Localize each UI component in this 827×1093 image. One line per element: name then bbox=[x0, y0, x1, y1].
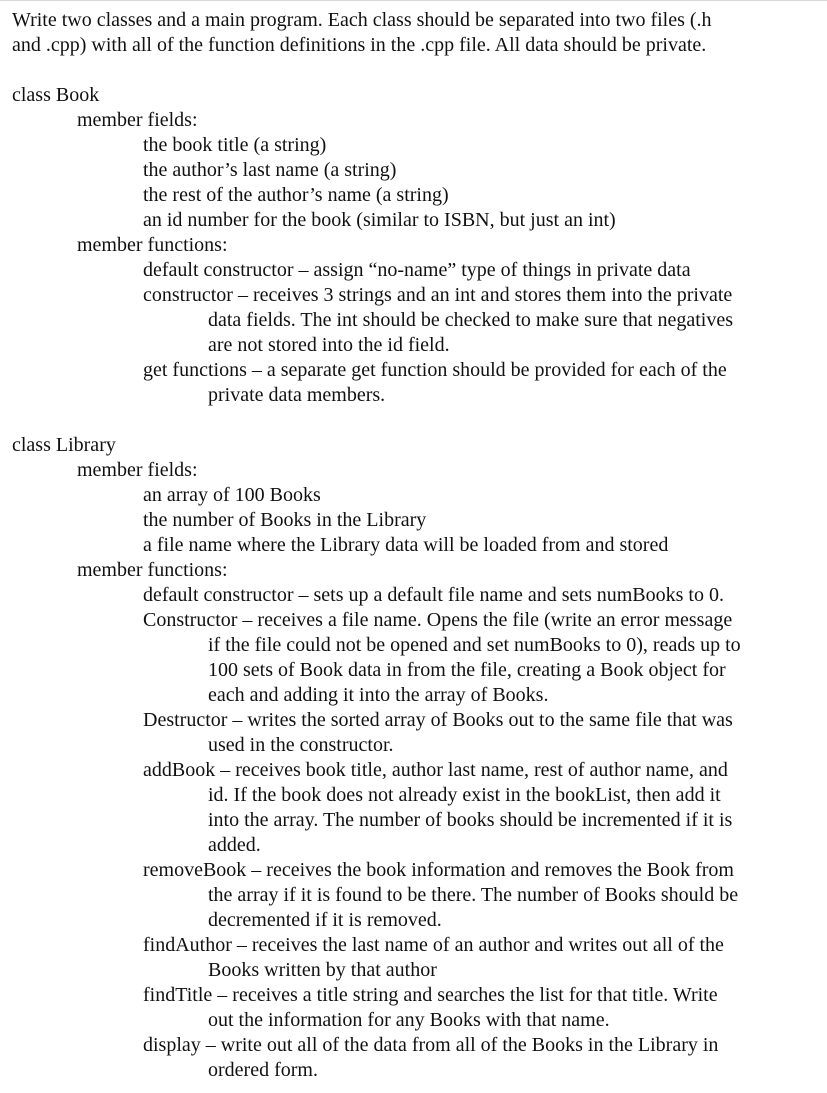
library-function-item: default constructor – sets up a default file name and sets numBooks to 0. bbox=[143, 584, 724, 606]
book-functions-heading: member functions: bbox=[77, 234, 228, 256]
book-field-item: an id number for the book (similar to ISBN, but just an int) bbox=[143, 209, 616, 231]
book-field-item: the author’s last name (a string) bbox=[143, 159, 397, 181]
library-function-item: removeBook – receives the book information and removes the Book from bbox=[143, 859, 734, 881]
library-function-continuation: out the information for any Books with that name. bbox=[208, 1009, 610, 1031]
library-function-item: addBook – receives book title, author last name, rest of author name, and bbox=[143, 759, 728, 781]
library-function-continuation: Books written by that author bbox=[208, 959, 437, 981]
top-border bbox=[0, 0, 827, 1]
book-class-heading: class Book bbox=[12, 84, 100, 106]
library-function-continuation: the array if it is found to be there. The number of Books should be bbox=[208, 884, 739, 906]
library-function-continuation: ordered form. bbox=[208, 1059, 318, 1081]
book-function-continuation: data fields. The int should be checked to make sure that negatives bbox=[208, 309, 734, 331]
library-class-heading: class Library bbox=[12, 434, 116, 456]
library-function-continuation: id. If the book does not already exist in the bookList, then add it bbox=[208, 784, 721, 806]
book-function-item: constructor – receives 3 strings and an int and stores them into the private bbox=[143, 284, 733, 306]
library-function-item: display – write out all of the data from all of the Books in the Library in bbox=[143, 1034, 719, 1056]
library-function-continuation: used in the constructor. bbox=[208, 734, 394, 756]
library-function-continuation: added. bbox=[208, 834, 261, 856]
book-function-item: get functions – a separate get function should be provided for each of the bbox=[143, 359, 727, 381]
library-field-item: an array of 100 Books bbox=[143, 484, 321, 506]
library-function-continuation: 100 sets of Book data in from the file, creating a Book object for bbox=[208, 659, 726, 681]
intro-line-1: Write two classes and a main program. Each class should be separated into two files (.h bbox=[12, 9, 712, 31]
library-function-continuation: decremented if it is removed. bbox=[208, 909, 442, 931]
library-fields-heading: member fields: bbox=[77, 459, 198, 481]
library-function-item: Destructor – writes the sorted array of Books out to the same file that was bbox=[143, 709, 733, 731]
library-field-item: the number of Books in the Library bbox=[143, 509, 427, 531]
book-function-continuation: private data members. bbox=[208, 384, 386, 406]
intro-line-2: and .cpp) with all of the function definitions in the .cpp file. All data should be private. bbox=[12, 34, 707, 56]
library-function-item: findTitle – receives a title string and searches the list for that title. Write bbox=[143, 984, 718, 1006]
library-function-continuation: if the file could not be opened and set numBooks to 0), reads up to bbox=[208, 634, 741, 656]
book-function-item: default constructor – assign “no-name” type of things in private data bbox=[143, 259, 691, 281]
library-function-continuation: each and adding it into the array of Books. bbox=[208, 684, 549, 706]
book-function-continuation: are not stored into the id field. bbox=[208, 334, 450, 356]
library-functions-heading: member functions: bbox=[77, 559, 228, 581]
library-function-continuation: into the array. The number of books should be incremented if it is bbox=[208, 809, 733, 831]
book-field-item: the book title (a string) bbox=[143, 134, 327, 156]
library-function-item: findAuthor – receives the last name of an author and writes out all of the bbox=[143, 934, 724, 956]
book-fields-heading: member fields: bbox=[77, 109, 198, 131]
book-field-item: the rest of the author’s name (a string) bbox=[143, 184, 449, 206]
library-field-item: a file name where the Library data will be loaded from and stored bbox=[143, 534, 669, 556]
library-function-item: Constructor – receives a file name. Opens the file (write an error message bbox=[143, 609, 733, 631]
